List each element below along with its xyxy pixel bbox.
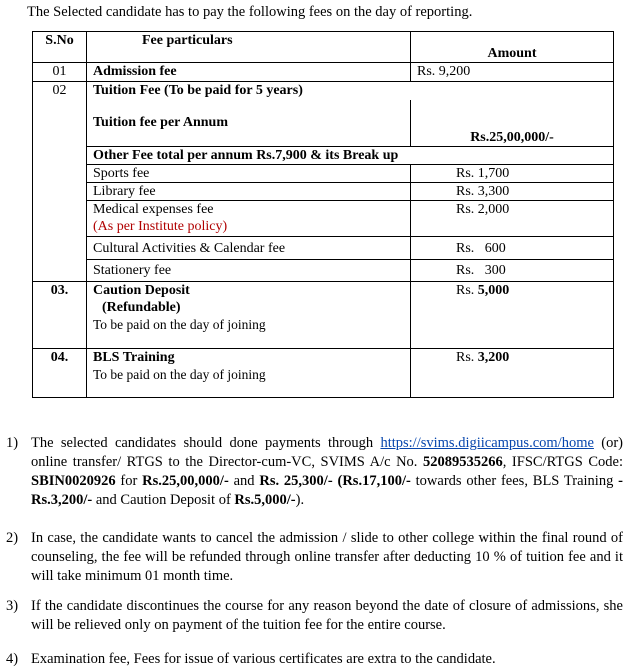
row-amount: Rs. 1,700 — [411, 165, 614, 183]
amount-tuition: Rs.25,00,000/- — [142, 473, 229, 489]
note-number: 2) — [6, 530, 19, 546]
table-row — [33, 165, 614, 183]
note-number: 3) — [6, 598, 19, 614]
table-row — [33, 201, 614, 237]
note-text-part: , IFSC/RTGS Code: — [502, 454, 623, 470]
table-row — [33, 237, 614, 260]
header-sno: S.No — [33, 32, 87, 63]
table-row — [33, 260, 614, 282]
row-sno: 02 — [33, 82, 87, 282]
row-label-text: Medical expenses fee — [93, 202, 214, 217]
row-amount: Rs. 3,300 — [411, 183, 614, 201]
row-sno: 04. — [33, 349, 87, 398]
note-4 — [6, 650, 623, 669]
ifsc-code: SBIN0020926 — [31, 473, 116, 489]
row-sno: 03. — [33, 282, 87, 349]
fee-table — [32, 31, 614, 398]
row-label-text: BLS Training — [93, 350, 175, 365]
row-label: Cultural Activities & Calendar fee — [87, 237, 411, 260]
payment-portal-link[interactable]: https://svims.digiicampus.com/home — [380, 435, 594, 451]
note-1 — [6, 434, 623, 510]
row-amount-prefix: Rs. — [456, 350, 478, 365]
note-text-part: (or) online transfer/ RTGS to the Director-cum-VC, SVIMS A/c No. — [31, 435, 623, 470]
table-row — [33, 82, 614, 100]
amount-other-fees: (Rs.17,100/- — [337, 473, 411, 489]
table-row — [33, 100, 614, 147]
row-label — [87, 282, 411, 349]
intro-text: The Selected candidate has to pay the following fees on the day of reporting. — [27, 4, 473, 20]
note-text — [31, 434, 623, 510]
row-label — [87, 201, 411, 237]
row-label: Stationery fee — [87, 260, 411, 282]
row-label: Library fee — [87, 183, 411, 201]
table-header-row — [33, 32, 614, 63]
row-amount: Rs. 9,200 — [411, 63, 614, 82]
note-text-part: The selected candidates should done payments through — [31, 435, 381, 451]
row-label-note: (As per Institute policy) — [93, 219, 228, 234]
row-label: Sports fee — [87, 165, 411, 183]
header-particulars: Fee particulars — [87, 32, 411, 63]
row-amount — [411, 282, 614, 349]
note-2 — [6, 529, 623, 586]
note-text-part: and Caution Deposit of — [92, 492, 235, 508]
row-label-note: To be paid on the day of joining — [93, 367, 266, 382]
note-text: Examination fee, Fees for issue of various certificates are extra to the candidate. — [31, 651, 496, 667]
table-row — [33, 147, 614, 165]
note-text: If the candidate discontinues the course for any reason beyond the date of closure of admissions, she will be relieved only on payment of the tuition fee for the entire course. — [31, 598, 623, 633]
row-label-text: (Refundable) — [102, 300, 181, 315]
row-label-note: To be paid on the day of joining — [93, 317, 266, 332]
row-label: Other Fee total per annum Rs.7,900 & its Break up — [87, 147, 614, 165]
note-number: 4) — [6, 651, 19, 667]
row-sno: 01 — [33, 63, 87, 82]
table-row — [33, 282, 614, 349]
note-number: 1) — [6, 435, 19, 451]
amount-bls: -Rs.3,200/- — [31, 473, 624, 508]
row-label-text: Caution Deposit — [93, 283, 190, 298]
account-number: 52089535266 — [423, 454, 503, 470]
row-label: Admission fee — [87, 63, 411, 82]
row-amount — [411, 349, 614, 398]
row-amount: Rs. 2,000 — [411, 201, 614, 237]
row-label — [87, 349, 411, 398]
amount-caution: Rs.5,000/- — [234, 492, 296, 508]
row-amount: Rs. 300 — [411, 260, 614, 282]
row-amount-value: 5,000 — [477, 283, 510, 298]
row-amount-value: 3,200 — [477, 350, 510, 365]
table-row — [33, 63, 614, 82]
note-text-part: and — [228, 473, 260, 489]
note-text: In case, the candidate wants to cancel the admission / slide to other college within the final round of counseling, the fee will be refunded through online transfer after deducting 10 % of tuition fee and it will take minimum 01 month time. — [31, 530, 623, 584]
row-label: Tuition Fee (To be paid for 5 years) — [87, 82, 614, 100]
row-amount-prefix: Rs. — [456, 283, 478, 298]
note-text-part: for — [115, 473, 143, 489]
row-amount: Rs.25,00,000/- — [411, 100, 614, 147]
table-row — [33, 349, 614, 398]
row-amount: Rs. 600 — [411, 237, 614, 260]
amount-other: Rs. 25,300/- — [259, 473, 333, 489]
note-3 — [6, 597, 623, 635]
table-row — [33, 183, 614, 201]
note-text-part: ). — [295, 492, 305, 508]
row-label: Tuition fee per Annum — [87, 100, 411, 147]
header-amount: Amount — [411, 32, 614, 63]
note-text-part: towards other fees, BLS Training — [410, 473, 619, 489]
